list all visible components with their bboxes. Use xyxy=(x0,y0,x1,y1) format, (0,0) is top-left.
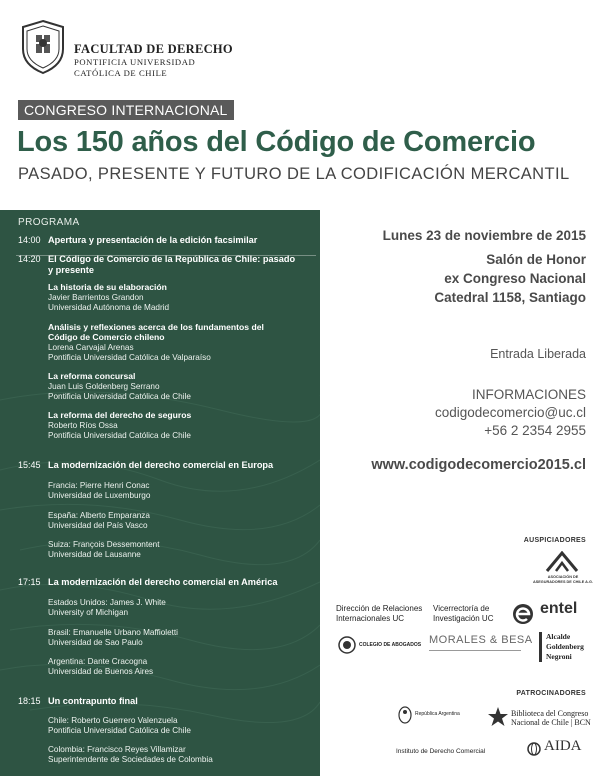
congress-badge: CONGRESO INTERNACIONAL xyxy=(18,100,234,120)
speaker-name: Francia: Pierre Henri Conac xyxy=(48,481,150,490)
idc-name: Instituto de Derecho Comercial xyxy=(396,748,486,755)
talk-title: La reforma concursal xyxy=(48,371,136,381)
university-line2: CATÓLICA DE CHILE xyxy=(74,68,168,78)
sponsors-heading: AUSPICIADORES xyxy=(523,537,586,544)
page-title: Los 150 años del Código de Comercio xyxy=(17,126,536,158)
bcn-line2: Nacional de Chile | BCN xyxy=(511,718,591,727)
speaker-affiliation: Pontificia Universidad Católica de Chile xyxy=(48,431,191,440)
session-title: La modernización del derecho comercial en Europa xyxy=(48,460,274,470)
university-line1: PONTIFICIA UNIVERSIDAD xyxy=(74,57,196,67)
speaker-affiliation: Pontificia Universidad Católica de Chile xyxy=(48,726,191,735)
speaker-affiliation: Universidad de Buenos Aires xyxy=(48,667,154,676)
info-label: INFORMACIONES xyxy=(471,387,586,402)
venue-line3: Catedral 1158, Santiago xyxy=(434,290,586,305)
event-date: Lunes 23 de noviembre de 2015 xyxy=(382,228,586,243)
viu-line1: Vicerrectoría de xyxy=(433,604,490,613)
session-title: El Código de Comercio de la República de Chile: pasado y presente xyxy=(48,254,296,275)
session-time: 14:20 xyxy=(18,254,41,264)
session-time: 17:15 xyxy=(18,577,41,587)
speaker-name: Colombia: Francisco Reyes Villamizar xyxy=(48,745,186,754)
alcalde-line2: Goldenberg xyxy=(546,642,584,651)
alcalde-line3: Negroni xyxy=(546,652,572,661)
venue-line2: ex Congreso Nacional xyxy=(444,271,586,286)
speaker-affiliation: Universidad de Lausanne xyxy=(48,550,141,559)
speaker-name: Lorena Carvajal Arenas xyxy=(48,343,134,352)
patrons-heading: PATROCINADORES xyxy=(516,690,586,697)
session-title: La modernización del derecho comercial en América xyxy=(48,577,278,587)
speaker-affiliation: Universidad del País Vasco xyxy=(48,521,148,530)
speaker-affiliation: Universidad Autónoma de Madrid xyxy=(48,303,170,312)
talk-title: La historia de su elaboración xyxy=(48,282,167,292)
colegio-name: COLEGIO DE ABOGADOS xyxy=(359,642,422,648)
contact-phone[interactable]: +56 2 2354 2955 xyxy=(484,423,586,438)
argentina-seal-icon xyxy=(398,706,412,724)
alcalde-line1: Alcalde xyxy=(546,632,571,641)
speaker-affiliation: Pontificia Universidad Católica de Valparaíso xyxy=(48,353,211,362)
aach-logo-icon xyxy=(545,551,579,573)
speaker-name: Suiza: François Dessemontent xyxy=(48,540,160,549)
university-seal-icon xyxy=(19,19,67,75)
speaker-affiliation: Universidad de Luxemburgo xyxy=(48,491,151,500)
speaker-affiliation: Universidad de Sao Paulo xyxy=(48,638,143,647)
speaker-name: Brasil: Emanuelle Urbano Maffioletti xyxy=(48,628,179,637)
program-heading: PROGRAMA xyxy=(18,217,80,228)
session-time: 15:45 xyxy=(18,460,41,470)
bcn-line1: Biblioteca del Congreso xyxy=(511,709,589,718)
speaker-name: Estados Unidos: James J. White xyxy=(48,598,166,607)
session-title: Un contrapunto final xyxy=(48,696,138,706)
website-link[interactable]: www.codigodecomercio2015.cl xyxy=(371,457,586,473)
alcalde-logo xyxy=(539,632,585,662)
morales-besa-name: MORALES & BESA xyxy=(429,634,533,646)
aida-name: AIDA xyxy=(544,738,582,754)
speaker-name: Chile: Roberto Guerrero Valenzuela xyxy=(48,716,178,725)
session-time: 14:00 xyxy=(18,235,41,245)
speaker-name: Roberto Ríos Ossa xyxy=(48,421,118,430)
speaker-affiliation: Superintendente de Sociedades de Colombia xyxy=(48,755,213,764)
talk-title: La reforma del derecho de seguros xyxy=(48,410,192,420)
speaker-name: Javier Barrientos Grandon xyxy=(48,293,144,302)
speaker-affiliation: Pontificia Universidad Católica de Chile xyxy=(48,392,191,401)
session-time: 18:15 xyxy=(18,696,41,706)
argentina-name: República Argentina xyxy=(415,711,460,717)
bcn-star-icon xyxy=(487,706,509,728)
venue-line1: Salón de Honor xyxy=(486,252,586,267)
faculty-block xyxy=(74,42,233,79)
page-subtitle: PASADO, PRESENTE Y FUTURO DE LA CODIFICACIÓN MERCANTIL xyxy=(18,165,570,183)
entel-name: entel xyxy=(540,600,578,617)
speaker-affiliation: University of Michigan xyxy=(48,608,129,617)
aida-globe-icon xyxy=(527,741,541,757)
dri-uc-line2: Internacionales UC xyxy=(336,614,405,623)
entel-logo-icon xyxy=(512,603,534,625)
morales-underline xyxy=(429,650,521,651)
dri-uc-line1: Dirección de Relaciones xyxy=(336,604,423,613)
contact-email[interactable]: codigodecomercio@uc.cl xyxy=(434,405,586,420)
faculty-name: FACULTAD DE DERECHO xyxy=(74,42,233,56)
speaker-name: Juan Luis Goldenberg Serrano xyxy=(48,382,160,391)
session-title: Apertura y presentación de la edición facsimilar xyxy=(48,235,258,245)
colegio-logo-icon xyxy=(338,636,356,654)
speaker-name: Argentina: Dante Cracogna xyxy=(48,657,148,666)
speaker-name: España: Alberto Emparanza xyxy=(48,511,150,520)
talk-title: Análisis y reflexiones acerca de los fundamentos del Código de Comercio chileno xyxy=(48,322,264,342)
viu-line2: Investigación UC xyxy=(433,614,494,623)
aach-name: ASOCIACIÓN DE ASEGURADORES DE CHILE A.G. xyxy=(533,575,593,584)
entry-note: Entrada Liberada xyxy=(490,347,586,361)
